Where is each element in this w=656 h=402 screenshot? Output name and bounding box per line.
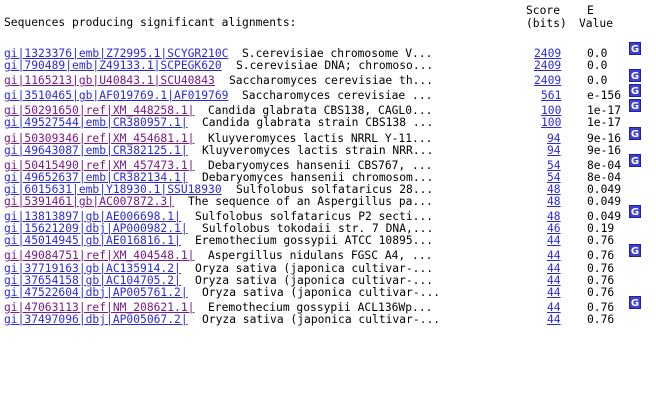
sequence-description: Debaryomyces hansenii CBS767, ... xyxy=(208,158,433,172)
sequence-description: Oryza sativa (japonica cultivar-... xyxy=(195,273,434,287)
alignment-row xyxy=(4,235,656,247)
sequence-description: Aspergillus nidulans FGSC A4, ... xyxy=(208,249,433,263)
alignment-row xyxy=(4,196,656,208)
gene-link-icon[interactable]: G xyxy=(630,297,640,309)
sequence-description: Eremothecium gossypii ACL136Wp... xyxy=(208,300,433,314)
alignment-row xyxy=(4,263,656,275)
score-link[interactable]: 100 xyxy=(541,104,562,118)
evalue: 0.049 xyxy=(587,182,622,196)
sequence-id-link[interactable]: gi|37654158|gb|AC104705.2| xyxy=(4,273,181,287)
score-link[interactable]: 94 xyxy=(547,143,561,157)
evalue: 0.19 xyxy=(587,222,615,236)
alignment-row xyxy=(4,117,656,129)
alignment-row xyxy=(4,60,656,72)
score-link[interactable]: 44 xyxy=(547,273,561,287)
sequence-id-link[interactable]: gi|1323376|emb|Z72995.1|SCYGR210C xyxy=(4,47,229,60)
sequence-description: Eremothecium gossypii ATCC 10895... xyxy=(195,234,434,248)
alignment-row xyxy=(4,145,656,157)
evalue: 1e-17 xyxy=(587,116,622,130)
score-link[interactable]: 100 xyxy=(541,116,562,130)
sequence-id-link[interactable]: gi|47522604|dbj|AP005761.2| xyxy=(4,285,188,299)
evalue: 9e-16 xyxy=(587,131,622,145)
gene-link-icon[interactable]: G xyxy=(630,44,640,55)
sequence-description: S.cerevisiae chromosome V... xyxy=(242,47,433,60)
sequence-description: Saccharomyces cerevisiae ... xyxy=(242,89,433,103)
score-link[interactable]: 54 xyxy=(547,158,561,172)
sequence-id-link[interactable]: gi|790489|emb|Z49133.1|SCPEGK620 xyxy=(4,59,222,73)
sequence-description: Kluyveromyces lactis NRRL Y-11... xyxy=(208,131,433,145)
evalue: 0.76 xyxy=(587,249,615,263)
alignment-list xyxy=(4,44,656,326)
sequence-description: Candida glabrata CBS138, CAGL0... xyxy=(208,104,433,118)
sequence-id-link[interactable]: gi|3510465|gb|AF019769.1|AF019769 xyxy=(4,89,229,103)
gene-link-icon[interactable]: G xyxy=(630,155,640,167)
evalue: 8e-04 xyxy=(587,158,622,172)
score-link[interactable]: 2409 xyxy=(534,59,562,73)
sequence-description: Debaryomyces hansenii chromosom... xyxy=(202,170,434,184)
score-link[interactable]: 54 xyxy=(547,170,561,184)
sequence-description: Saccharomyces cerevisiae th... xyxy=(229,74,434,88)
sequence-id-link[interactable]: gi|37719163|gb|AC135914.2| xyxy=(4,261,181,275)
alignment-row xyxy=(4,71,656,88)
score-link[interactable]: 44 xyxy=(547,261,561,275)
sequence-id-link[interactable]: gi|50291650|ref|XM_448258.1| xyxy=(4,104,195,118)
alignment-row xyxy=(4,86,656,103)
sequence-id-link[interactable]: gi|6015631|emb|Y18930.1|SSU18930 xyxy=(4,182,222,196)
score-link[interactable]: 48 xyxy=(547,195,561,209)
value-column-header: Value xyxy=(579,17,614,30)
sequence-id-link[interactable]: gi|49527544|emb|CR380957.1| xyxy=(4,116,188,130)
sequence-description: Sulfolobus solfataricus 28... xyxy=(236,182,434,196)
evalue: 8e-04 xyxy=(587,170,622,184)
gene-link-icon[interactable]: G xyxy=(630,86,640,98)
evalue: 0.76 xyxy=(587,234,615,248)
alignment-row xyxy=(4,287,656,299)
score-column-header: Score xyxy=(526,4,561,17)
blast-results-page xyxy=(4,0,656,402)
sequence-id-link[interactable]: gi|49652637|emb|CR382134.1| xyxy=(4,170,188,184)
score-link[interactable]: 44 xyxy=(547,249,561,263)
evalue: 0.049 xyxy=(587,210,622,224)
sequence-description: Oryza sativa (japonica cultivar-... xyxy=(195,261,434,275)
sequence-id-link[interactable]: gi|49084751|ref|XM_404548.1| xyxy=(4,249,195,263)
sequence-id-link[interactable]: gi|37497096|dbj|AP005067.2| xyxy=(4,312,188,326)
sequence-description: Kluyveromyces lactis strain NRR... xyxy=(202,143,434,157)
score-link[interactable]: 46 xyxy=(547,222,561,236)
sequence-description: Sulfolobus tokodaii str. 7 DNA,... xyxy=(202,222,434,236)
score-link[interactable]: 561 xyxy=(541,89,562,103)
sequence-description: Oryza sativa (japonica cultivar-... xyxy=(202,285,441,299)
evalue: 0.0 xyxy=(587,74,608,88)
alignments-title: Sequences producing significant alignments: xyxy=(4,16,297,29)
score-link[interactable]: 48 xyxy=(547,210,561,224)
evalue: 0.76 xyxy=(587,273,615,287)
evalue: 0.0 xyxy=(587,59,608,73)
sequence-description: S.cerevisiae DNA; chromoso... xyxy=(236,59,434,73)
gene-link-icon[interactable]: G xyxy=(630,128,640,140)
score-link[interactable]: 44 xyxy=(547,312,561,326)
alignment-row xyxy=(4,246,656,263)
sequence-id-link[interactable]: gi|49643087|emb|CR382125.1| xyxy=(4,143,188,157)
score-link[interactable]: 48 xyxy=(547,182,561,196)
evalue: 0.76 xyxy=(587,285,615,299)
score-link[interactable]: 2409 xyxy=(534,74,562,88)
sequence-id-link[interactable]: gi|5391461|gb|AC007872.3| xyxy=(4,195,175,209)
sequence-id-link[interactable]: gi|13813897|gb|AE006698.1| xyxy=(4,210,181,224)
sequence-id-link[interactable]: gi|47063113|ref|NM_208621.1| xyxy=(4,300,195,314)
sequence-id-link[interactable]: gi|50415490|ref|XM_457473.1| xyxy=(4,158,195,172)
gene-link-icon[interactable]: G xyxy=(630,71,640,83)
alignment-row xyxy=(4,275,656,287)
evalue: 9e-16 xyxy=(587,143,622,157)
sequence-description: Candida glabrata strain CBS138 ... xyxy=(202,116,434,130)
alignments-header xyxy=(4,0,656,34)
score-link[interactable]: 2409 xyxy=(534,47,562,60)
score-link[interactable]: 44 xyxy=(547,300,561,314)
gene-link-icon[interactable]: G xyxy=(630,246,640,258)
alignment-row xyxy=(4,128,656,145)
sequence-description: Sulfolobus solfataricus P2 secti... xyxy=(195,210,434,224)
evalue: e-156 xyxy=(587,89,622,103)
sequence-id-link[interactable]: gi|15621209|dbj|AP000982.1| xyxy=(4,222,188,236)
bits-column-header: (bits) xyxy=(526,17,567,30)
score-link[interactable]: 44 xyxy=(547,285,561,299)
sequence-id-link[interactable]: gi|1165213|gb|U40843.1|SCU40843 xyxy=(4,74,215,88)
gene-link-icon[interactable]: G xyxy=(630,101,640,113)
evalue: 0.76 xyxy=(587,312,615,326)
sequence-id-link[interactable]: gi|45014945|gb|AE016816.1| xyxy=(4,234,181,248)
sequence-id-link[interactable]: gi|50309346|ref|XM_454681.1| xyxy=(4,131,195,145)
sequence-description: The sequence of an Aspergillus pa... xyxy=(188,195,433,209)
evalue: 1e-17 xyxy=(587,104,622,118)
alignment-row xyxy=(4,314,656,326)
evalue: 0.76 xyxy=(587,261,615,275)
sequence-description: Oryza sativa (japonica cultivar-... xyxy=(202,312,441,326)
evalue-column-header: E xyxy=(587,4,594,17)
gene-link-icon[interactable]: G xyxy=(630,207,640,219)
evalue: 0.049 xyxy=(587,195,622,209)
score-link[interactable]: 44 xyxy=(547,234,561,248)
evalue: 0.76 xyxy=(587,300,615,314)
evalue: 0.0 xyxy=(587,47,608,60)
score-link[interactable]: 94 xyxy=(547,131,561,145)
